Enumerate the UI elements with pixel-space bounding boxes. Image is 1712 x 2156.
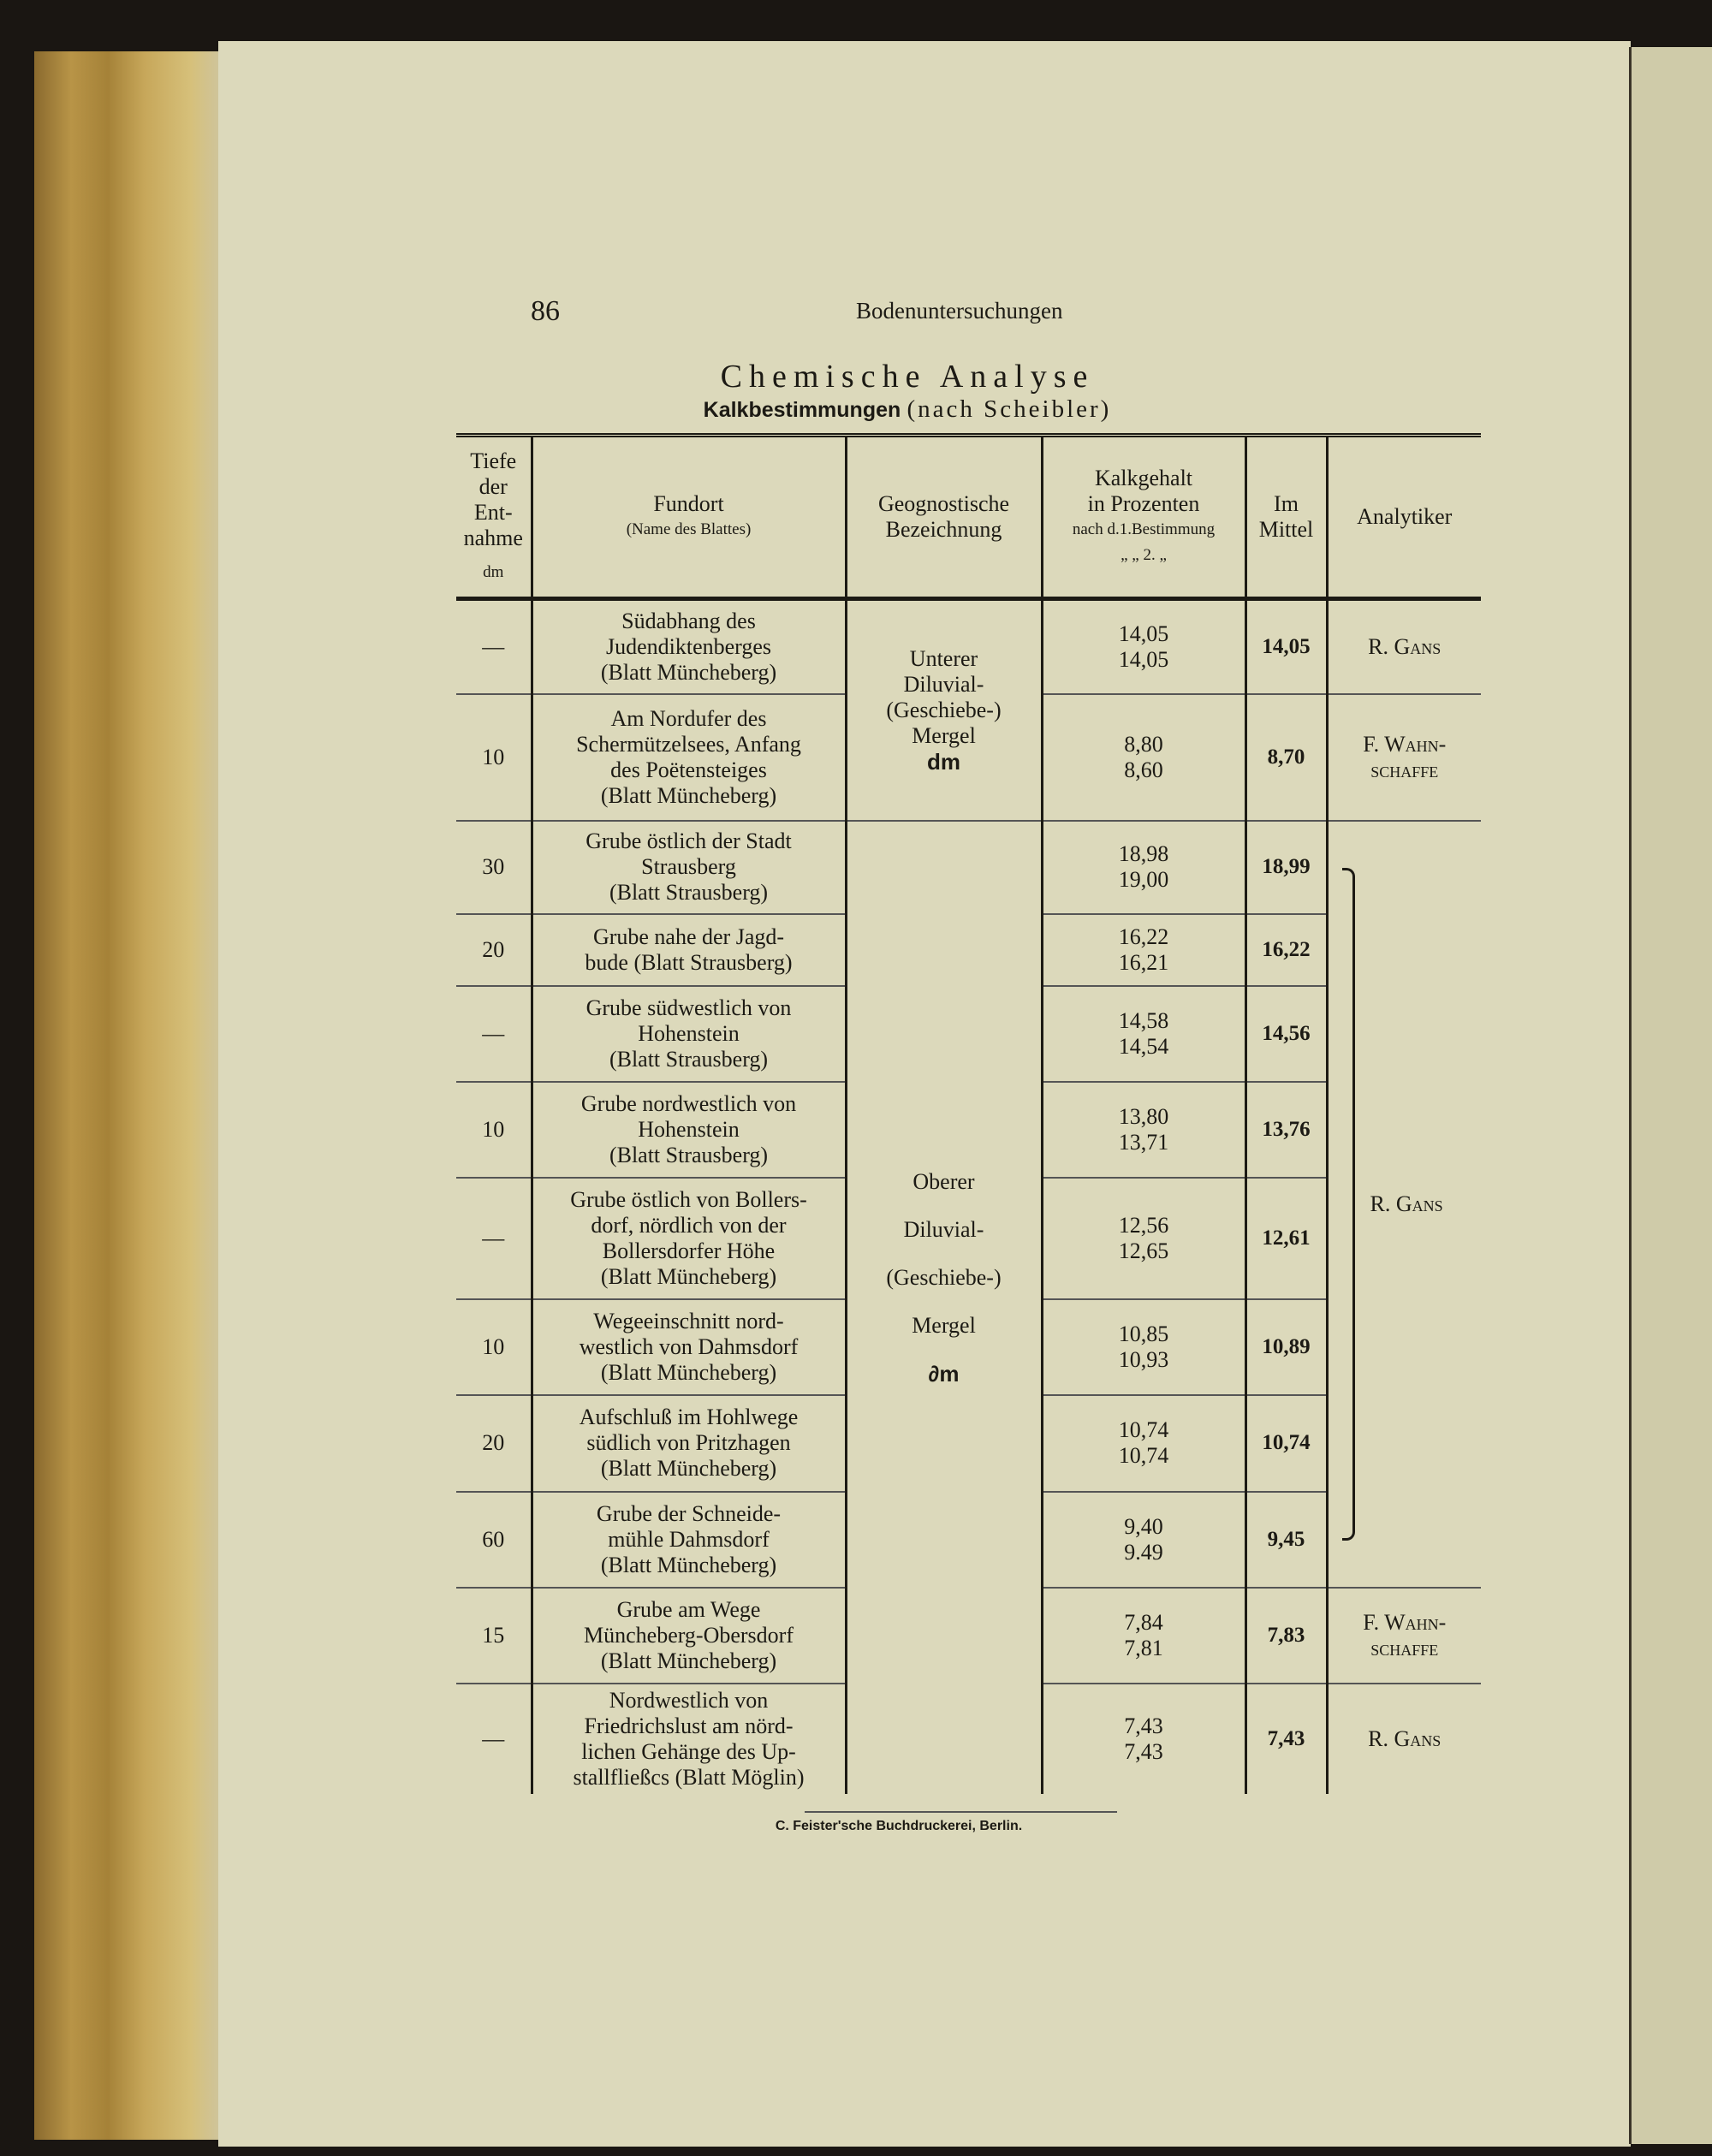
fundort-line: (Blatt Müncheberg) <box>600 782 777 808</box>
fundort-line: Hohenstein <box>638 1020 740 1046</box>
fundort-line: Hohenstein <box>638 1116 740 1142</box>
geo-symbol: dm <box>927 748 960 775</box>
fundort-cell <box>532 1588 846 1684</box>
kalk-value-1: 18,98 <box>1118 841 1169 866</box>
table-row <box>456 821 1481 914</box>
depth-cell: 10 <box>456 694 532 821</box>
running-head: Bodenuntersuchungen <box>856 298 1063 324</box>
fundort-line: Müncheberg-Obersdorf <box>584 1622 794 1648</box>
fundort-line: Grube nordwestlich von <box>580 1090 797 1116</box>
kalk-cell <box>1042 986 1245 1082</box>
depth-cell: — <box>456 1178 532 1299</box>
header-depth-unit: dm <box>483 563 504 581</box>
fundort-line: Friedrichslust am nörd- <box>584 1713 794 1738</box>
header-depth <box>456 436 532 599</box>
analyst-name: R. Gans <box>1368 1725 1442 1751</box>
fundort-line: Am Nordufer des <box>610 705 767 731</box>
fundort-line: mühle Dahmsdorf <box>608 1526 770 1552</box>
header-kalk-line: Kalkgehalt <box>1094 466 1193 490</box>
kalk-value-2: 8,60 <box>1124 757 1163 782</box>
fundort-cell <box>532 1082 846 1178</box>
depth-cell: 10 <box>456 1299 532 1395</box>
geo-cell <box>846 821 1042 1794</box>
mean-cell: 12,61 <box>1245 1178 1327 1299</box>
kalk-value-2: 13,71 <box>1118 1129 1169 1155</box>
fundort-line: westlich von Dahmsdorf <box>579 1333 799 1359</box>
geo-line: (Geschiebe-) <box>886 697 1002 722</box>
kalk-cell <box>1042 1178 1245 1299</box>
depth-cell: 10 <box>456 1082 532 1178</box>
header-geo <box>846 436 1042 599</box>
mean-cell: 14,05 <box>1245 599 1327 694</box>
fundort-cell <box>532 1178 846 1299</box>
kalk-value-2: 7,43 <box>1124 1738 1163 1764</box>
subtitle-bold: Kalkbestimmungen <box>703 398 901 422</box>
fundort-line: Judendiktenberges <box>605 633 772 659</box>
footer-rule <box>805 1811 1117 1813</box>
mean-cell: 16,22 <box>1245 914 1327 986</box>
subtitle-rest: (nach Scheibler) <box>907 395 1112 423</box>
mean-cell: 8,70 <box>1245 694 1327 821</box>
depth-cell: 30 <box>456 821 532 914</box>
fundort-line: Grube östlich der Stadt <box>586 829 792 853</box>
depth-cell: — <box>482 1725 505 1751</box>
header-depth-line: Tiefe <box>470 448 517 473</box>
kalk-cell <box>1042 1395 1245 1492</box>
fundort-line: bude (Blatt Strausberg) <box>585 949 793 975</box>
header-kalk-line: in Prozenten <box>1087 491 1200 516</box>
kalk-value-1: 8,80 <box>1124 731 1163 757</box>
geo-cell <box>846 599 1042 821</box>
analyst-name: R. Gans <box>1368 633 1442 659</box>
header-fundort-label: Fundort <box>653 491 724 516</box>
fundort-line: südlich von Pritzhagen <box>586 1430 791 1455</box>
fundort-line: (Blatt Müncheberg) <box>600 1359 777 1385</box>
fundort-cell <box>532 1684 846 1794</box>
lime-analysis-table <box>456 433 1481 1794</box>
mean-cell: 7,83 <box>1245 1588 1327 1684</box>
kalk-value-2: 14,05 <box>1118 646 1169 672</box>
fundort-line: (Blatt Müncheberg) <box>600 1263 777 1289</box>
brace-group <box>1332 868 1478 1541</box>
geo-line: Diluvial- <box>903 671 984 697</box>
subtitle <box>0 395 1712 424</box>
kalk-value-2: 9.49 <box>1124 1539 1163 1565</box>
geo-line: Diluvial- <box>903 1216 984 1242</box>
kalk-cell <box>1042 821 1245 914</box>
kalk-value-1: 13,80 <box>1118 1103 1169 1129</box>
fundort-cell <box>532 1299 846 1395</box>
header-kalk-sub1: nach d.1.Bestimmung <box>1072 520 1216 538</box>
kalk-value-2: 12,65 <box>1118 1238 1169 1263</box>
kalk-value-1: 10,85 <box>1118 1321 1169 1346</box>
geo-line: Unterer <box>909 645 978 671</box>
analyst-cell <box>1327 694 1481 821</box>
kalk-cell <box>1042 1492 1245 1588</box>
fundort-line: (Blatt Müncheberg) <box>600 1648 777 1673</box>
kalk-value-2: 16,21 <box>1118 949 1169 975</box>
header-fundort-sub: (Name des Blattes) <box>626 520 752 538</box>
header-kalk <box>1042 436 1245 599</box>
kalk-value-2: 10,93 <box>1118 1346 1169 1372</box>
mean-cell: 10,74 <box>1245 1395 1327 1492</box>
analyst-cell <box>1327 1588 1481 1684</box>
mean-cell: 18,99 <box>1245 821 1327 914</box>
header-mittel-line: Mittel <box>1258 517 1314 542</box>
kalk-cell <box>1042 599 1245 694</box>
header-depth-line: nahme <box>463 526 523 550</box>
kalk-cell <box>1042 914 1245 986</box>
kalk-value-2: 7,81 <box>1124 1635 1163 1660</box>
fundort-line: (Blatt Strausberg) <box>609 1046 769 1072</box>
analyst-cell <box>1327 1684 1481 1794</box>
brace-icon <box>1342 868 1355 1541</box>
mean-cell: 13,76 <box>1245 1082 1327 1178</box>
kalk-value-1: 12,56 <box>1118 1212 1169 1238</box>
kalk-value-1: 14,05 <box>1118 621 1169 646</box>
depth-cell: 20 <box>456 914 532 986</box>
fundort-line: (Blatt Strausberg) <box>609 880 769 905</box>
mean-cell: 10,89 <box>1245 1299 1327 1395</box>
header-analytiker: Analytiker <box>1327 436 1481 599</box>
kalk-value-2: 19,00 <box>1118 867 1169 892</box>
fundort-cell <box>532 914 846 986</box>
kalk-value-1: 7,43 <box>1124 1713 1163 1738</box>
kalk-cell <box>1042 1299 1245 1395</box>
printer-imprint: C. Feister'sche Buchdruckerei, Berlin. <box>775 1819 1023 1833</box>
kalk-value-1: 16,22 <box>1118 924 1169 949</box>
mean-cell: 7,43 <box>1245 1684 1327 1794</box>
depth-cell: 20 <box>456 1395 532 1492</box>
geo-symbol: ∂m <box>928 1360 960 1387</box>
fundort-cell <box>532 1395 846 1492</box>
fundort-line: Aufschluß im Hohlwege <box>579 1405 799 1429</box>
analyst-brace-cell <box>1327 821 1481 1588</box>
fundort-line: dorf, nördlich von der <box>591 1212 787 1238</box>
mean-cell: 14,56 <box>1245 986 1327 1082</box>
fundort-line: Wegeeinschnitt nord- <box>593 1308 784 1333</box>
fundort-line: (Blatt Strausberg) <box>609 1142 769 1167</box>
header-geo-line: Geognostische <box>877 491 1010 516</box>
fundort-line: Grube östlich von Bollers- <box>570 1186 807 1212</box>
fundort-cell <box>532 821 846 914</box>
header-geo-line: Bezeichnung <box>885 517 1002 542</box>
depth-cell: — <box>456 599 532 694</box>
kalk-value-1: 10,74 <box>1118 1417 1169 1442</box>
header-mittel-line: Im <box>1274 491 1299 516</box>
page-title: Chemische Analyse <box>720 359 1095 395</box>
fundort-line: Schermützelsees, Anfang <box>576 731 801 757</box>
depth-cell: 60 <box>456 1492 532 1588</box>
fundort-line: (Blatt Müncheberg) <box>600 659 777 685</box>
analyst-name: R. Gans <box>1370 1191 1443 1216</box>
fundort-line: Grube südwestlich von <box>586 995 792 1020</box>
kalk-cell <box>1042 694 1245 821</box>
kalk-cell <box>1042 1588 1245 1684</box>
fundort-cell <box>532 1492 846 1588</box>
kalk-cell <box>1042 1684 1245 1794</box>
fundort-line: Südabhang des <box>621 608 756 633</box>
kalk-value-2: 14,54 <box>1118 1033 1169 1059</box>
header-row <box>456 436 1481 599</box>
fundort-cell <box>532 986 846 1082</box>
geo-line: Oberer <box>912 1168 975 1194</box>
fundort-line: des Poëtensteiges <box>610 757 767 782</box>
kalk-value-1: 7,84 <box>1124 1609 1163 1635</box>
fundort-line: (Blatt Müncheberg) <box>600 1552 777 1577</box>
fundort-line: stallfließcs (Blatt Möglin) <box>573 1764 805 1790</box>
fundort-line: Grube am Wege <box>616 1596 761 1622</box>
header-mittel <box>1245 436 1327 599</box>
analyst-cell <box>1327 599 1481 694</box>
header-fundort <box>532 436 846 599</box>
fundort-line: Grube nahe der Jagd- <box>592 924 785 949</box>
depth-cell: — <box>456 986 532 1082</box>
geo-line: Mergel <box>912 722 976 748</box>
analyst-name: F. Wahn-schaffe <box>1363 1609 1447 1660</box>
kalk-value-1: 14,58 <box>1118 1007 1169 1033</box>
mean-cell: 9,45 <box>1245 1492 1327 1588</box>
fundort-line: Strausberg <box>641 854 736 879</box>
analyst-name: F. Wahn-schaffe <box>1363 731 1447 782</box>
kalk-cell <box>1042 1082 1245 1178</box>
depth-cell: 15 <box>456 1588 532 1684</box>
header-kalk-sub2: „ „ 2. „ <box>1121 546 1167 564</box>
fundort-cell <box>532 694 846 821</box>
fundort-line: Bollersdorfer Höhe <box>602 1238 776 1263</box>
page-number: 86 <box>531 295 560 327</box>
fundort-line: Nordwestlich von <box>609 1687 769 1713</box>
fundort-line: (Blatt Müncheberg) <box>600 1456 777 1481</box>
header-depth-line: der <box>479 474 508 499</box>
geo-line: Mergel <box>912 1312 976 1338</box>
table-row <box>456 599 1481 694</box>
kalk-value-1: 9,40 <box>1124 1513 1163 1539</box>
fundort-line: Grube der Schneide- <box>596 1500 782 1526</box>
geo-line: (Geschiebe-) <box>886 1264 1002 1290</box>
fundort-line: lichen Gehänge des Up- <box>581 1738 796 1764</box>
header-depth-line: Ent- <box>473 500 513 525</box>
fundort-cell <box>532 599 846 694</box>
kalk-value-2: 10,74 <box>1118 1443 1169 1468</box>
